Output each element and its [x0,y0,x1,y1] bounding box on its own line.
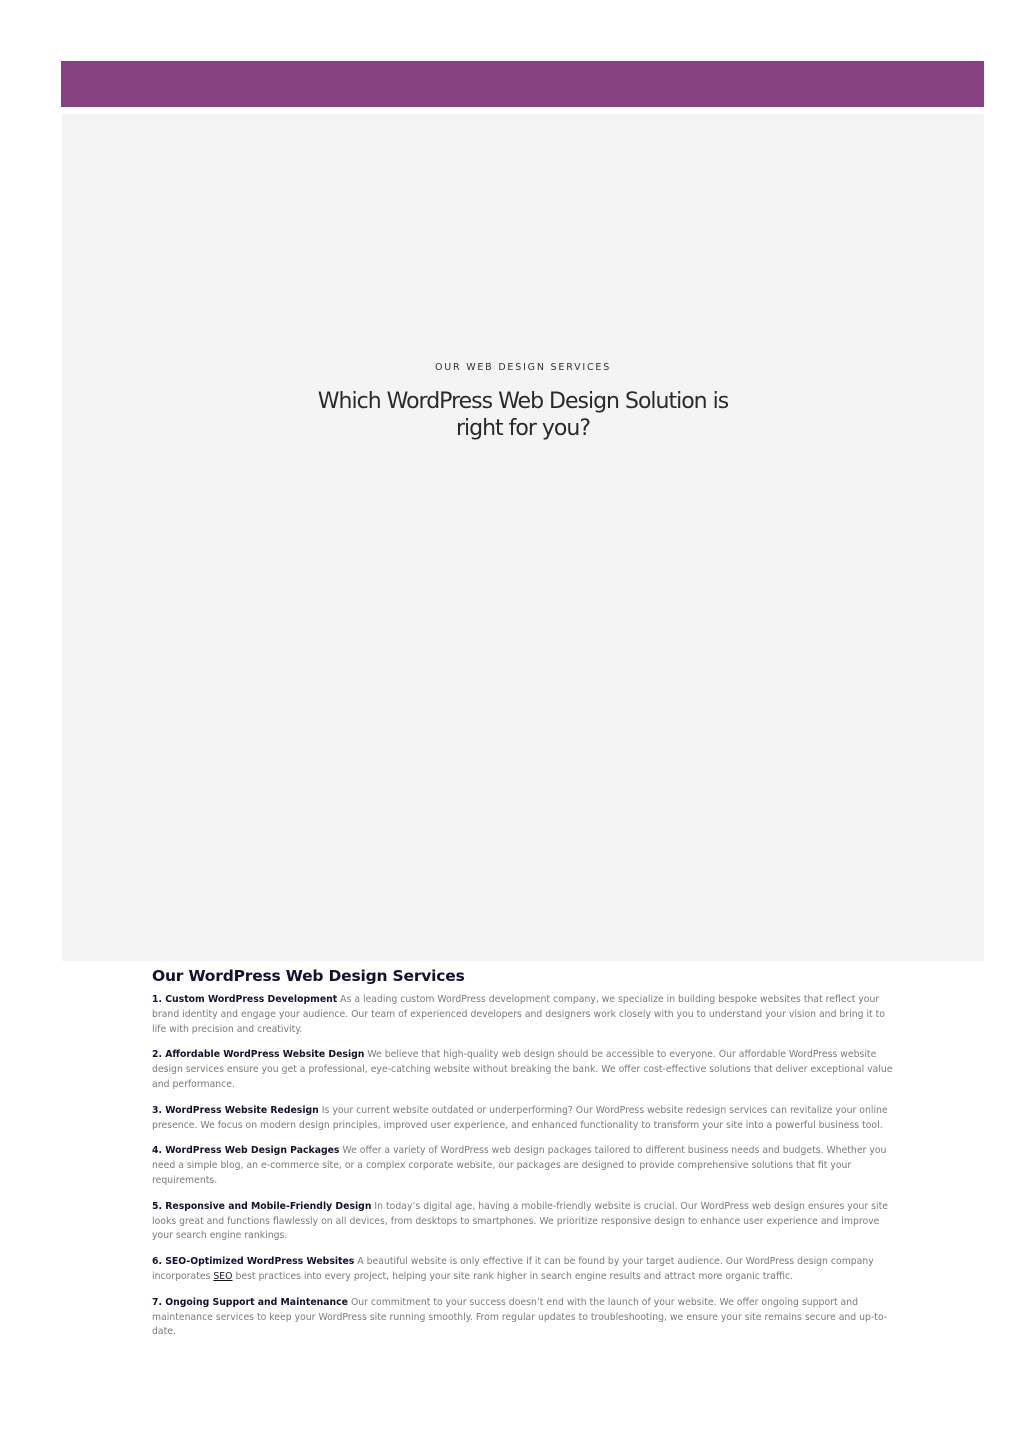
service-title: 3. WordPress Website Redesign [152,1104,319,1116]
service-title: 4. WordPress Web Design Packages [152,1145,340,1157]
service-text: Is your current website outdated or underperforming? Our WordPress website redesign services can revitalize your online presence. We focus on modern design principles, improved user experience, and enhanced functionality to transform your site into a powerful business tool. [152,1104,888,1131]
seo-link[interactable]: SEO [213,1270,233,1282]
service-item-seo-optimized [152,1255,897,1285]
service-text-after-link: best practices into every project, helping your site rank higher in search engine results and attract more organic traffic. [235,1270,794,1282]
service-text: We offer a variety of WordPress web design packages tailored to different business needs and budgets. Whether you need a simple blog, an e-commerce site, or a complex corporate website, our packages are designed to provide comprehensive solutions that fit your requirements. [152,1145,887,1186]
service-title: 7. Ongoing Support and Maintenance [152,1296,348,1308]
service-text: Our commitment to your success doesn’t end with the launch of your website. We offer ongoing support and maintenance services to keep your WordPress site running smoothly. From regular updates to troubleshooting, we ensure your site remains secure and up-to-date. [152,1296,888,1338]
service-text: We believe that high-quality web design should be accessible to everyone. Our affordable WordPress website design services ensure you get a professional, eye-catching website without breaking the bank. We offer cost-effective solutions that deliver exceptional value and performance. [152,1049,893,1090]
service-title: 1. Custom WordPress Development [152,994,338,1005]
service-title: 2. Affordable WordPress Website Design [152,1049,365,1061]
hero-title-line-1: Which WordPress Web Design Solution is [317,389,729,414]
service-text: As a leading custom WordPress development company, we specialize in building bespoke websites that reflect your brand identity and engage your audience. Our team of experienced developers and designers work closely with you to understand your vision and bring it to life with precision and creativity. [152,994,885,1035]
hero-eyebrow: OUR WEB DESIGN SERVICES [434,362,612,373]
service-item-responsive-design [152,1200,897,1244]
service-item-website-redesign [152,1104,897,1134]
services-section [152,966,897,1351]
service-title: 6. SEO-Optimized WordPress Websites [152,1256,355,1268]
service-item-affordable-design [152,1048,897,1092]
hero-title-line-2: right for you? [455,416,591,441]
hero-section [62,114,984,961]
service-item-support-maintenance [152,1296,897,1340]
services-heading: Our WordPress Web Design Services [152,967,465,985]
hero-title [62,388,984,442]
top-color-bar [61,61,984,107]
service-text-before-link: A beautiful website is only effective if it can be found by your target audience. Our WordPress design company incorporates [152,1256,874,1282]
service-item-custom-development [152,993,897,1037]
service-text: In today’s digital age, having a mobile-friendly website is crucial. Our WordPress web design ensures your site looks great and functions flawlessly on all devices, from desktops to smartphones. We prioritize responsive design to enhance user experience and improve your search engine rankings. [152,1200,888,1242]
service-item-design-packages [152,1144,897,1188]
service-title: 5. Responsive and Mobile-Friendly Design [152,1200,372,1212]
